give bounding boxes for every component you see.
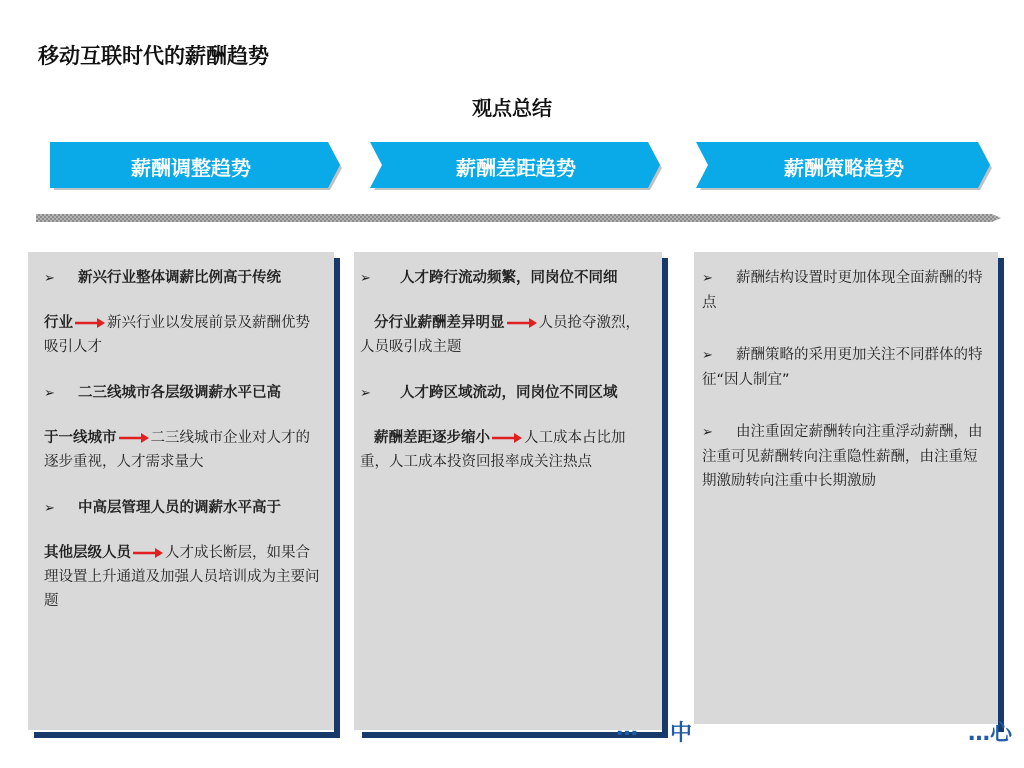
item-text: 人工成本占比加重，人工成本投资回报率成关注热点 — [360, 430, 626, 470]
page-title: 移动互联时代的薪酬趋势 — [38, 44, 269, 68]
item-text: 人才成长断层，如果合理设置上升通道及加强人员培训成为主要问题 — [44, 545, 320, 609]
item-heading-cont: 其他层级人员 — [44, 545, 131, 561]
list-item — [702, 420, 988, 493]
section-title: 观点总结 — [472, 96, 552, 120]
card-salary-strategy — [694, 252, 998, 724]
banner-salary-adjustment — [48, 140, 344, 192]
list-item — [702, 266, 988, 315]
banner-label: 薪酬差距趋势 — [456, 155, 576, 180]
item-heading: 新兴行业整体调薪比例高于传统 — [78, 270, 281, 286]
item-text: 由注重固定薪酬转向注重浮动薪酬，由注重可见薪酬转向注重隐性薪酬，由注重短期激励转向注重中长期激励 — [702, 424, 983, 489]
list-item — [44, 381, 324, 474]
bullet-icon: ➢ — [44, 501, 55, 516]
list-item — [360, 381, 652, 474]
item-heading: 中高层管理人员的调薪水平高于 — [78, 500, 281, 516]
item-heading: 人才跨行流动频繁，同岗位不同细 — [400, 270, 618, 286]
item-heading: 人才跨区域流动，同岗位不同区域 — [400, 385, 618, 401]
footer-fragment-mid: 中 — [670, 721, 693, 746]
red-arrow-icon — [133, 548, 163, 558]
red-arrow-icon — [119, 433, 149, 443]
red-arrow-icon — [507, 318, 537, 328]
red-arrow-icon — [75, 318, 105, 328]
card-shadow — [662, 258, 668, 738]
item-text: 人员抢夺激烈，人员吸引成主题 — [360, 315, 640, 355]
bullet-icon: ➢ — [360, 271, 371, 286]
banner-label: 薪酬调整趋势 — [131, 155, 251, 180]
bullet-icon: ➢ — [702, 425, 713, 440]
banner-label: 薪酬策略趋势 — [784, 155, 904, 180]
list-item — [360, 266, 652, 359]
bullet-icon: ➢ — [44, 271, 55, 286]
item-text: 新兴行业以发展前景及薪酬优势吸引人才 — [44, 315, 310, 355]
banner-salary-strategy — [694, 140, 994, 192]
card-salary-adjustment — [28, 252, 334, 730]
bullet-icon: ➢ — [702, 271, 713, 286]
red-arrow-icon — [492, 433, 522, 443]
bullet-icon: ➢ — [702, 348, 713, 363]
card-shadow — [334, 258, 340, 738]
list-item — [702, 343, 988, 392]
bullet-icon: ➢ — [360, 386, 371, 401]
footer-fragment-left: … — [616, 716, 638, 741]
item-heading-cont: 于一线城市 — [44, 430, 117, 446]
item-heading-cont: 行业 — [44, 315, 73, 331]
item-heading-cont: 薪酬差距逐步缩小 — [374, 430, 490, 446]
item-text: 薪酬结构设置时更加体现全面薪酬的特点 — [702, 270, 983, 311]
divider-arrow — [36, 212, 1002, 224]
list-item — [44, 266, 324, 359]
footer-fragment-right: …心 — [968, 721, 1013, 746]
item-heading-cont: 分行业薪酬差异明显 — [374, 315, 505, 331]
item-text: 二三线城市企业对人才的逐步重视，人才需求量大 — [44, 430, 310, 470]
item-heading: 二三线城市各层级调薪水平已高 — [78, 385, 281, 401]
card-shadow — [998, 258, 1004, 732]
card-salary-gap — [354, 252, 662, 730]
banner-salary-gap — [368, 140, 664, 192]
bullet-icon: ➢ — [44, 386, 55, 401]
card-shadow — [34, 732, 340, 738]
list-item — [44, 496, 324, 613]
item-text: 薪酬策略的采用更加关注不同群体的特征“因人制宜” — [702, 347, 983, 388]
